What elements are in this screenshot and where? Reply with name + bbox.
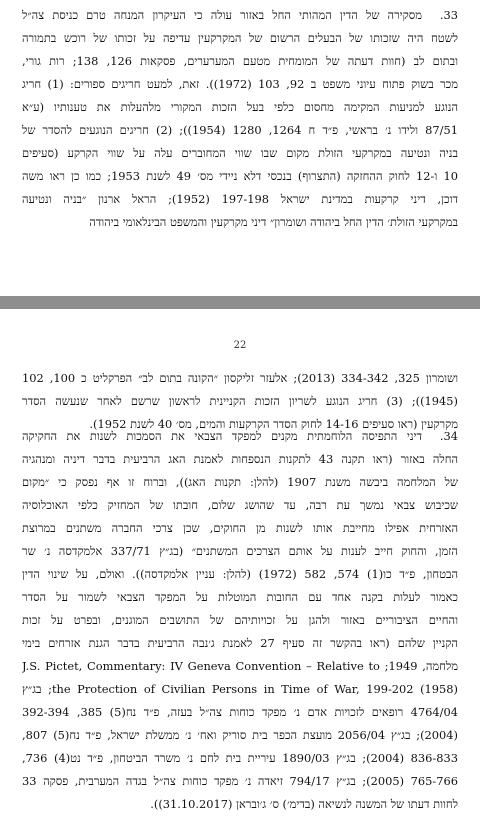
text-line: ושומרון 325, 334-342 (2013); אלעזר זליקסון ״הקונה בתום לב״ הפרקליט כ 100, 102 [22, 371, 458, 385]
text-line: הקניין שלהם (ראו בהקשר זה סעיף 27 לאמנת ג׳נבה הרביעית בדבר הגנת אזרחים בימי [22, 636, 458, 650]
text-line: ובתום לב (חוות דעתה של המומחית מטעם המערערים, פסקאות 126, 138; רות גורי, [22, 54, 458, 68]
text-line: מכר בשוק פתוח עיוני משפט ב 92, 103 (1972)). זאת, למעט חריגים ספורים: (1) חריג [22, 77, 458, 91]
text-line: שכיבוש צבאי נמשך עת רבה, עד שהושג שלום, חובתו של המחזיק כלפי האוכלוסיה [22, 498, 458, 512]
text-line: לחוות דעתו של המשנה לנשיאה (בדימ׳) ס׳ ג׳ובראן (31.10.2017)). [150, 797, 458, 811]
text-line: the Protection of Civilian Persons in Time of War, 199-202 (1958); בג״ץ [22, 682, 458, 696]
text-line: בניה ונטיעה במקרקעי הזולת מקום שבו שווי המחוברים עלה על שווי הקרקע (סעיפים [22, 146, 458, 160]
text-line: 34.דיני התפיסה הלוחמתית מקנים למפקד הצבאי את הסמכות לשנות את החקיקה [22, 425, 458, 448]
text-line: של המלחמה ביבשה משנת 1907 (להלן: תקנות האג)), וברוח זו אף נפסק כי ״מקום [22, 475, 458, 489]
page-bottom [0, 309, 480, 824]
text-line: מקרקעין (ראו סעיפים 14-16 לחוק הסדר הקרקעות והמים, מס׳ 40 לשנת 1952). [89, 417, 458, 431]
text-line: לשטח היה שזכותו של הבעלים הרשום של המקרקעין עדיפה על זכותו של רוכש בתמורה [22, 31, 458, 45]
paragraph-number: 34. [439, 429, 458, 443]
text-line: 10 ו-12 לחוק ההחזקה (התצרוף) בנכסי דלא ניידי מס׳ 49 לשנת 1953; כמו כן ראו משה [22, 169, 458, 183]
text-line: החלה באזור (ראו תקנה 43 לתקנות הנספחות לאמנת האג הרביעית בדבר דיניה ומנהגיה [22, 452, 458, 466]
text-line: הנוגע למניעות המקימה מחסום כלפי בעל הזכות המקורי מלהעלות את טענותיו (ע״א [22, 100, 458, 114]
text-line: 836-833 (2004); בג״ץ 1890/03 עיריית בית לחם נ׳ משרד הביטחון, פ״ד נט(4) 736, [22, 751, 458, 765]
text-line: מלחמה, 1949; J.S. Pictet, Commentary: IV Geneva Convention – Relative to [22, 659, 458, 673]
page-top [0, 0, 480, 296]
text-line: במקרקעי הזולת׳ הדין החל ביהודה ושומרון״ דיני מקרקעין והמשפט הבינלאומי ביהודה [89, 215, 458, 229]
text-line: (2004); בג״ץ 2056/04 מועצת הכפר בית סוריק ואח׳ נ׳ ממשלת ישראל, פ״ד נח(5) 807, [22, 728, 458, 742]
text-line: והחיים הציבוריים באזור ולהגן על זכויותיהם של התושבים המוגנים, ובפרט על זכות [22, 613, 458, 627]
text-line: הזמן, והחוק חייב לענות על אותם הצרכים המשתנים״ (בג״ץ 337/71 אלמקדסה נ׳ שר [22, 544, 458, 558]
page-divider [0, 296, 480, 309]
text-line: 765-766 (2005); בג״ץ 794/17 זיאדה נ׳ מפקד כוחות צה״ל בגדה המערבית, פסקה 33 [22, 774, 458, 788]
text-line: האזרחית אפילו מחייבת אותו לשנות מן החוקים, שכן צרכי החברה משתנים במרוצת [22, 521, 458, 535]
page-number: 22 [233, 340, 247, 351]
text-line: 87/51 ולידו נ׳ בראשי, פ״ד ח 1264, 1280 (1954)); (2) חריגים הנוגעים להסדר של [22, 123, 458, 137]
text-line: (1945)); (3) חריג הנוגע לשריון הזכות הקניינית לראשון שרשם לאחר שנעשה הסדר [22, 394, 458, 408]
paragraph-number: 33. [439, 8, 458, 22]
text-line: 33.מסקירה של הדין המהותי החל באזור עולה כי העיקרון המנחה טרם כניסת צה״ל [22, 4, 458, 27]
paragraph-33 [22, 4, 458, 234]
paragraph-34 [22, 425, 458, 816]
text-line: 4764/04 רופאים לזכויות אדם נ׳ מפקד כוחות צה״ל בעזה, פ״ד נח(5) 385, 392-394 [22, 705, 458, 719]
text-line: כאמור לעלות בקנה אחד עם החובות המוטלות על המפקד הצבאי לשמור על הסדר [22, 590, 458, 604]
text-line: הבטחון, פ״ד כו(1) 574, 582 (1972) (להלן: עניין אלמקדסה)). ואולם, על שינוי הדין [22, 567, 458, 581]
text-line: דוכן, דיני קרקעות במדינת ישראל 197-198 (1952); הראל ארנון ״בניה ונטיעה [22, 192, 458, 206]
